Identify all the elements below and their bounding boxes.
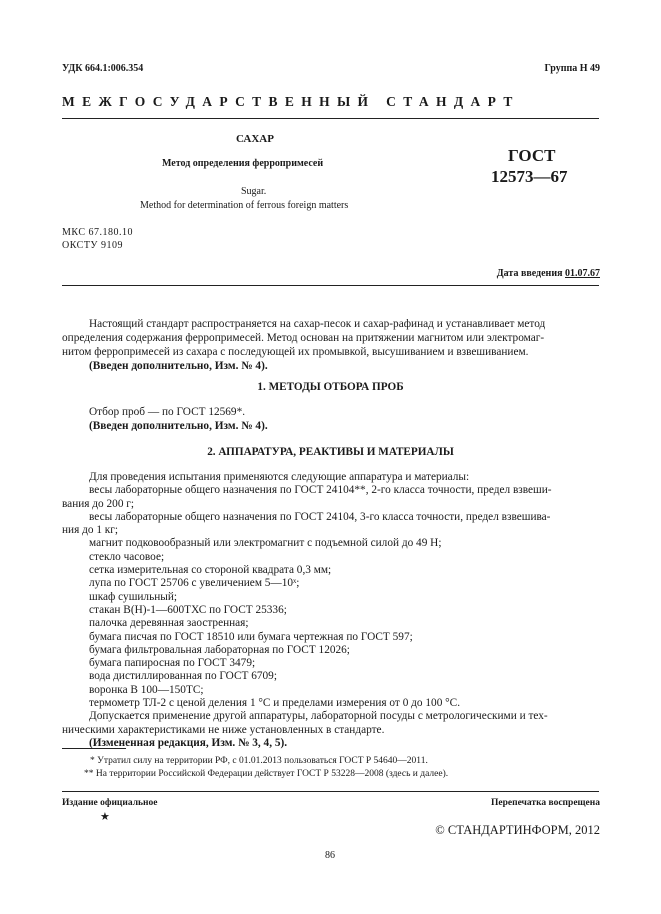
section2-line: вания до 200 г; (62, 497, 135, 510)
section1-text: Отбор проб — по ГОСТ 12569*. (89, 406, 246, 418)
introduction-date (497, 268, 600, 279)
group-code: Группа Н 49 (544, 63, 600, 74)
classification-codes (62, 227, 133, 252)
english-title: Sugar. (241, 186, 267, 197)
section2-line: бумага папиросная по ГОСТ 3479; (89, 657, 256, 670)
gost-designation (491, 145, 568, 187)
section2-line: стакан В(Н)-1—600ТХС по ГОСТ 25336; (89, 603, 287, 616)
section2-line: Допускается применение другой аппаратуры, лабораторной посуды с метрологическими и тех- (89, 710, 548, 723)
gost-number: 12573—67 (491, 167, 568, 186)
section2-line: весы лабораторные общего назначения по ГОСТ 24104**, 2-го класса точности, предел взвеши- (89, 484, 552, 497)
section2-line: весы лабораторные общего назначения по ГОСТ 24104, 3-го класса точности, предел взвешива- (89, 510, 551, 523)
section1-note: (Введен дополнительно, Изм. № 4). (89, 419, 268, 432)
section2-line: ния до 1 кг; (62, 524, 119, 537)
standard-subtitle: Метод определения ферропримесей (162, 158, 324, 169)
official-edition-label: Издание официальное (62, 798, 158, 808)
section2-line: магнит подковообразный или электромагнит с подъемной силой до 49 Н; (89, 537, 442, 550)
intro-line: Настоящий стандарт распространяется на сахар-песок и сахар-рафинад и устанавливает метод (89, 318, 546, 330)
section2-line: Для проведения испытания применяются следующие аппаратура и материалы: (89, 471, 470, 483)
footnote-1: * Утратил силу на территории РФ, с 01.01.2013 пользоваться ГОСТ Р 54640—2011. (90, 756, 428, 766)
section2-line: шкаф сушильный; (89, 590, 178, 603)
header-divider (62, 118, 599, 119)
udk-code: УДК 664.1:006.354 (62, 63, 144, 74)
gost-label: ГОСТ (508, 146, 556, 165)
section2-line: термометр ТЛ-2 с ценой деления 1 °С и пределами измерения от 0 до 100 °С. (89, 697, 461, 710)
date-divider (62, 285, 599, 286)
star-icon: ★ (100, 811, 110, 823)
mks-code: МКС 67.180.10 (62, 227, 133, 238)
footnote-2: ** На территории Российской Федерации действует ГОСТ Р 53228—2008 (здесь и далее). (84, 769, 449, 779)
reprint-prohibited-label: Перепечатка воспрещена (490, 798, 600, 808)
intro-line: нитом ферропримесей из сахара с последующей их промывкой, высушиванием и взвешиванием. (62, 345, 529, 358)
section1-body (62, 406, 599, 434)
section2-line: сетка измерительная со стороной квадрата 0,3 мм; (89, 564, 332, 577)
section2-line: бумага писчая по ГОСТ 18510 или бумага чертежная по ГОСТ 597; (89, 630, 413, 643)
section2-line: стекло часовое; (89, 550, 165, 563)
footnote-divider (62, 748, 126, 749)
introduction-date-label: Дата введения (496, 268, 563, 279)
section2-line: лупа по ГОСТ 25706 с увеличением 5—10ˣ; (89, 577, 300, 590)
page-number: 86 (325, 850, 335, 861)
okstu-code: ОКСТУ 9109 (62, 239, 124, 251)
section2-line: вода дистиллированная по ГОСТ 6709; (89, 670, 277, 683)
section1-heading: 1. МЕТОДЫ ОТБОРА ПРОБ (257, 381, 404, 393)
section2-heading: 2. АППАРАТУРА, РЕАКТИВЫ И МАТЕРИАЛЫ (207, 446, 454, 458)
introduction-date-value: 01.07.67 (565, 268, 600, 279)
section2-line: воронка В 100—150ТС; (89, 683, 204, 696)
section2-line: палочка деревянная заостренная; (89, 617, 249, 630)
english-subtitle: Method for determination of ferrous foreign matters (140, 200, 349, 211)
footer-divider (62, 791, 599, 792)
section2-body (62, 471, 599, 750)
section2-note: (Измененная редакция, Изм. № 3, 4, 5). (89, 736, 288, 749)
section2-line: бумага фильтровальная лабораторная по ГОСТ 12026; (89, 643, 350, 656)
section2-line: ническими характеристиками не ниже установленных в стандарте. (62, 723, 385, 736)
intro-line: определения содержания ферропримесей. Метод основан на притяжении магнитом или электромаг- (62, 331, 545, 344)
standard-title: САХАР (236, 133, 274, 145)
intro-note: (Введен дополнительно, Изм. № 4). (89, 359, 268, 372)
intro-paragraph (62, 318, 599, 374)
copyright: © СТАНДАРТИНФОРМ, 2012 (435, 823, 600, 837)
interstate-standard-banner: МЕЖГОСУДАРСТВЕННЫЙ СТАНДАРТ (62, 94, 520, 109)
